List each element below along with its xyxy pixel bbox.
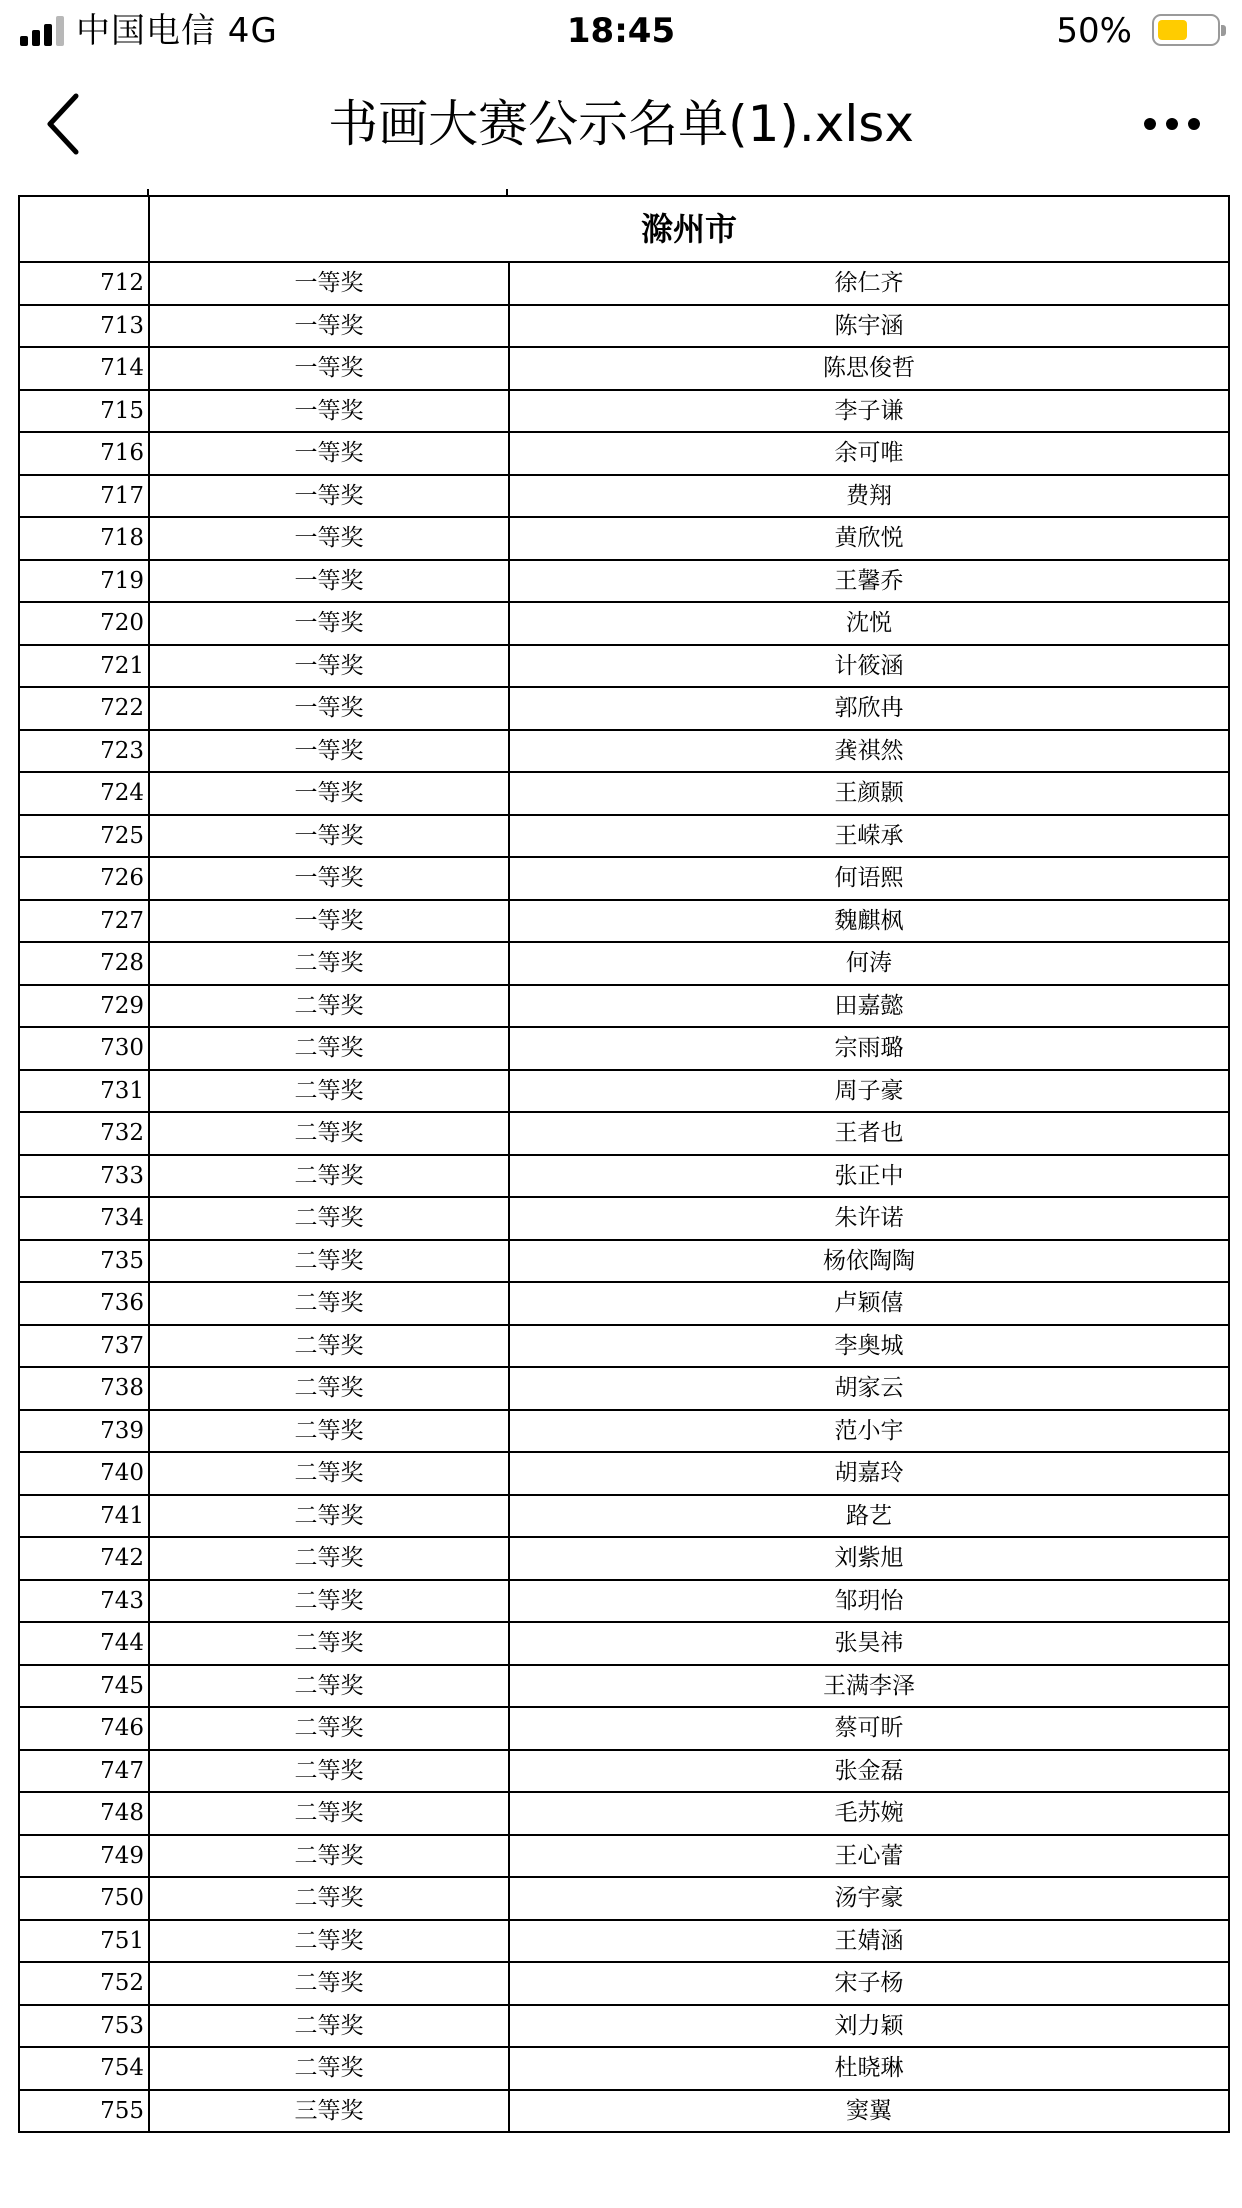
prize-cell[interactable]: 二等奖	[149, 1537, 509, 1580]
row-number-cell[interactable]: 739	[19, 1410, 149, 1453]
prize-cell[interactable]: 一等奖	[149, 645, 509, 688]
row-number-cell[interactable]: 720	[19, 602, 149, 645]
table-row	[19, 1155, 1229, 1198]
row-number-cell[interactable]: 747	[19, 1750, 149, 1793]
table-row	[19, 517, 1229, 560]
name-cell[interactable]: 蔡可昕	[509, 1707, 1229, 1750]
row-number-cell[interactable]: 732	[19, 1112, 149, 1155]
battery-percent: 50%	[1056, 11, 1132, 51]
table-row	[19, 1920, 1229, 1963]
table-row	[19, 347, 1229, 390]
name-cell[interactable]: 魏麒枫	[509, 900, 1229, 943]
row-number-cell[interactable]: 723	[19, 730, 149, 773]
prize-cell[interactable]: 二等奖	[149, 1707, 509, 1750]
table-row	[19, 1665, 1229, 1708]
row-number-cell[interactable]: 728	[19, 942, 149, 985]
prize-cell[interactable]: 二等奖	[149, 1027, 509, 1070]
prize-cell[interactable]: 二等奖	[149, 1962, 509, 2005]
chevron-left-icon	[44, 92, 84, 156]
row-number-cell[interactable]: 734	[19, 1197, 149, 1240]
prize-cell[interactable]: 一等奖	[149, 432, 509, 475]
row-number-cell[interactable]: 746	[19, 1707, 149, 1750]
name-cell[interactable]: 王满李泽	[509, 1665, 1229, 1708]
prize-cell[interactable]: 二等奖	[149, 1920, 509, 1963]
name-cell[interactable]: 王嵘承	[509, 815, 1229, 858]
row-number-cell[interactable]: 726	[19, 857, 149, 900]
table-row	[19, 1537, 1229, 1580]
more-options-button[interactable]	[1142, 106, 1202, 142]
column-divider	[147, 189, 149, 197]
prize-cell[interactable]: 一等奖	[149, 900, 509, 943]
table-row	[19, 1282, 1229, 1325]
name-cell[interactable]: 何涛	[509, 942, 1229, 985]
table-row	[19, 1835, 1229, 1878]
row-number-cell[interactable]: 712	[19, 262, 149, 305]
name-cell[interactable]: 王颜颢	[509, 772, 1229, 815]
name-cell[interactable]: 计筱涵	[509, 645, 1229, 688]
prize-cell[interactable]: 一等奖	[149, 730, 509, 773]
back-button[interactable]	[44, 92, 84, 156]
row-number-cell[interactable]: 743	[19, 1580, 149, 1623]
name-cell[interactable]: 沈悦	[509, 602, 1229, 645]
table-row	[19, 1622, 1229, 1665]
name-cell[interactable]: 胡家云	[509, 1367, 1229, 1410]
table-row	[19, 1325, 1229, 1368]
name-cell[interactable]: 王婧涵	[509, 1920, 1229, 1963]
prize-cell[interactable]: 二等奖	[149, 1622, 509, 1665]
prize-cell[interactable]: 二等奖	[149, 1282, 509, 1325]
name-cell[interactable]: 张金磊	[509, 1750, 1229, 1793]
battery-icon	[1152, 14, 1220, 46]
row-number-cell[interactable]: 754	[19, 2047, 149, 2090]
navigation-bar	[0, 62, 1242, 192]
row-number-cell[interactable]: 748	[19, 1792, 149, 1835]
award-table	[18, 195, 1230, 2133]
name-cell[interactable]: 龚祺然	[509, 730, 1229, 773]
table-row	[19, 1027, 1229, 1070]
name-cell[interactable]: 王者也	[509, 1112, 1229, 1155]
name-cell[interactable]: 刘紫旭	[509, 1537, 1229, 1580]
prize-cell[interactable]: 二等奖	[149, 942, 509, 985]
name-cell[interactable]: 窦翼	[509, 2090, 1229, 2133]
row-number-cell[interactable]: 740	[19, 1452, 149, 1495]
name-cell[interactable]: 路艺	[509, 1495, 1229, 1538]
prize-cell[interactable]: 二等奖	[149, 1580, 509, 1623]
table-row	[19, 390, 1229, 433]
column-divider	[506, 189, 508, 197]
table-row	[19, 1750, 1229, 1793]
table-header-row	[19, 196, 1229, 262]
name-cell[interactable]: 杜晓琳	[509, 2047, 1229, 2090]
table-row	[19, 2090, 1229, 2133]
name-cell[interactable]: 王心蕾	[509, 1835, 1229, 1878]
status-bar	[0, 0, 1242, 62]
table-row	[19, 900, 1229, 943]
row-number-cell[interactable]: 752	[19, 1962, 149, 2005]
prize-cell[interactable]: 一等奖	[149, 347, 509, 390]
name-cell[interactable]: 范小宇	[509, 1410, 1229, 1453]
name-cell[interactable]: 卢颖僖	[509, 1282, 1229, 1325]
table-row	[19, 772, 1229, 815]
row-number-cell[interactable]: 738	[19, 1367, 149, 1410]
name-cell[interactable]: 余可唯	[509, 432, 1229, 475]
more-horizontal-icon	[1142, 106, 1202, 142]
row-number-cell[interactable]: 725	[19, 815, 149, 858]
name-cell[interactable]: 徐仁齐	[509, 262, 1229, 305]
name-cell[interactable]: 汤宇豪	[509, 1877, 1229, 1920]
name-cell[interactable]: 黄欣悦	[509, 517, 1229, 560]
name-cell[interactable]: 李奥城	[509, 1325, 1229, 1368]
prize-cell[interactable]: 二等奖	[149, 1452, 509, 1495]
table-row	[19, 1197, 1229, 1240]
clock: 18:45	[566, 11, 676, 51]
prize-cell[interactable]: 一等奖	[149, 687, 509, 730]
table-row	[19, 815, 1229, 858]
table-row	[19, 432, 1229, 475]
row-number-cell[interactable]: 717	[19, 475, 149, 518]
prize-cell[interactable]: 二等奖	[149, 1877, 509, 1920]
table-row	[19, 305, 1229, 348]
prize-cell[interactable]: 二等奖	[149, 2005, 509, 2048]
name-cell[interactable]: 陈思俊哲	[509, 347, 1229, 390]
row-number-cell[interactable]: 713	[19, 305, 149, 348]
prize-cell[interactable]: 一等奖	[149, 390, 509, 433]
table-row	[19, 475, 1229, 518]
prize-cell[interactable]: 一等奖	[149, 262, 509, 305]
name-cell[interactable]: 邹玥怡	[509, 1580, 1229, 1623]
prize-cell[interactable]: 二等奖	[149, 1240, 509, 1283]
table-row	[19, 2047, 1229, 2090]
carrier-label: 中国电信 4G	[76, 11, 278, 51]
prize-cell[interactable]: 一等奖	[149, 815, 509, 858]
prize-cell[interactable]: 二等奖	[149, 1367, 509, 1410]
prize-cell[interactable]: 一等奖	[149, 305, 509, 348]
name-cell[interactable]: 张正中	[509, 1155, 1229, 1198]
row-number-cell[interactable]: 715	[19, 390, 149, 433]
row-number-cell[interactable]: 731	[19, 1070, 149, 1113]
prize-cell[interactable]: 二等奖	[149, 1495, 509, 1538]
row-number-cell[interactable]: 750	[19, 1877, 149, 1920]
table-row	[19, 1410, 1229, 1453]
table-row	[19, 262, 1229, 305]
table-row	[19, 942, 1229, 985]
name-cell[interactable]: 杨依陶陶	[509, 1240, 1229, 1283]
prize-cell[interactable]: 二等奖	[149, 1750, 509, 1793]
row-number-cell[interactable]: 730	[19, 1027, 149, 1070]
prize-cell[interactable]: 二等奖	[149, 1410, 509, 1453]
table-row	[19, 1707, 1229, 1750]
table-row	[19, 1452, 1229, 1495]
name-cell[interactable]: 费翔	[509, 475, 1229, 518]
row-number-cell[interactable]: 736	[19, 1282, 149, 1325]
prize-cell[interactable]: 二等奖	[149, 1665, 509, 1708]
table-row	[19, 730, 1229, 773]
row-number-cell[interactable]: 733	[19, 1155, 149, 1198]
header-cell-city[interactable]: 滁州市	[149, 196, 1229, 262]
table-row	[19, 1580, 1229, 1623]
prize-cell[interactable]: 一等奖	[149, 560, 509, 603]
prize-cell[interactable]: 二等奖	[149, 1792, 509, 1835]
table-row	[19, 602, 1229, 645]
row-number-cell[interactable]: 722	[19, 687, 149, 730]
row-number-cell[interactable]: 737	[19, 1325, 149, 1368]
table-row	[19, 1240, 1229, 1283]
table-row	[19, 857, 1229, 900]
row-number-cell[interactable]: 751	[19, 1920, 149, 1963]
row-number-cell[interactable]: 753	[19, 2005, 149, 2048]
table-row	[19, 2005, 1229, 2048]
table-row	[19, 1877, 1229, 1920]
prize-cell[interactable]: 一等奖	[149, 602, 509, 645]
name-cell[interactable]: 何语熙	[509, 857, 1229, 900]
row-number-cell[interactable]: 729	[19, 985, 149, 1028]
prize-cell[interactable]: 二等奖	[149, 1197, 509, 1240]
table-row	[19, 1792, 1229, 1835]
name-cell[interactable]: 陈宇涵	[509, 305, 1229, 348]
table-row	[19, 1495, 1229, 1538]
prize-cell[interactable]: 一等奖	[149, 772, 509, 815]
table-row	[19, 560, 1229, 603]
name-cell[interactable]: 毛苏婉	[509, 1792, 1229, 1835]
name-cell[interactable]: 胡嘉玲	[509, 1452, 1229, 1495]
prize-cell[interactable]: 一等奖	[149, 475, 509, 518]
row-number-cell[interactable]: 716	[19, 432, 149, 475]
row-number-cell[interactable]: 724	[19, 772, 149, 815]
prize-cell[interactable]: 二等奖	[149, 1835, 509, 1878]
row-number-cell[interactable]: 745	[19, 1665, 149, 1708]
name-cell[interactable]: 郭欣冉	[509, 687, 1229, 730]
name-cell[interactable]: 王馨乔	[509, 560, 1229, 603]
prize-cell[interactable]: 三等奖	[149, 2090, 509, 2133]
name-cell[interactable]: 周子豪	[509, 1070, 1229, 1113]
row-number-cell[interactable]: 735	[19, 1240, 149, 1283]
table-row	[19, 645, 1229, 688]
prize-cell[interactable]: 一等奖	[149, 857, 509, 900]
spreadsheet-view[interactable]	[18, 195, 1228, 2133]
table-row	[19, 1367, 1229, 1410]
prize-cell[interactable]: 一等奖	[149, 517, 509, 560]
row-number-cell[interactable]: 714	[19, 347, 149, 390]
prize-cell[interactable]: 二等奖	[149, 1112, 509, 1155]
prize-cell[interactable]: 二等奖	[149, 1155, 509, 1198]
name-cell[interactable]: 李子谦	[509, 390, 1229, 433]
row-number-cell[interactable]: 755	[19, 2090, 149, 2133]
table-row	[19, 1070, 1229, 1113]
row-number-cell[interactable]: 719	[19, 560, 149, 603]
table-row	[19, 985, 1229, 1028]
prize-cell[interactable]: 二等奖	[149, 1070, 509, 1113]
name-cell[interactable]: 张昊祎	[509, 1622, 1229, 1665]
document-title: 书画大赛公示名单(1).xlsx	[328, 95, 914, 153]
header-cell-empty[interactable]	[19, 196, 149, 262]
prize-cell[interactable]: 二等奖	[149, 1325, 509, 1368]
name-cell[interactable]: 刘力颖	[509, 2005, 1229, 2048]
row-number-cell[interactable]: 749	[19, 1835, 149, 1878]
row-number-cell[interactable]: 718	[19, 517, 149, 560]
row-number-cell[interactable]: 744	[19, 1622, 149, 1665]
row-number-cell[interactable]: 721	[19, 645, 149, 688]
row-number-cell[interactable]: 741	[19, 1495, 149, 1538]
name-cell[interactable]: 宗雨璐	[509, 1027, 1229, 1070]
table-row	[19, 687, 1229, 730]
name-cell[interactable]: 朱许诺	[509, 1197, 1229, 1240]
table-row	[19, 1962, 1229, 2005]
row-number-cell[interactable]: 742	[19, 1537, 149, 1580]
table-row	[19, 1112, 1229, 1155]
name-cell[interactable]: 田嘉懿	[509, 985, 1229, 1028]
name-cell[interactable]: 宋子杨	[509, 1962, 1229, 2005]
prize-cell[interactable]: 二等奖	[149, 2047, 509, 2090]
prize-cell[interactable]: 二等奖	[149, 985, 509, 1028]
row-number-cell[interactable]: 727	[19, 900, 149, 943]
